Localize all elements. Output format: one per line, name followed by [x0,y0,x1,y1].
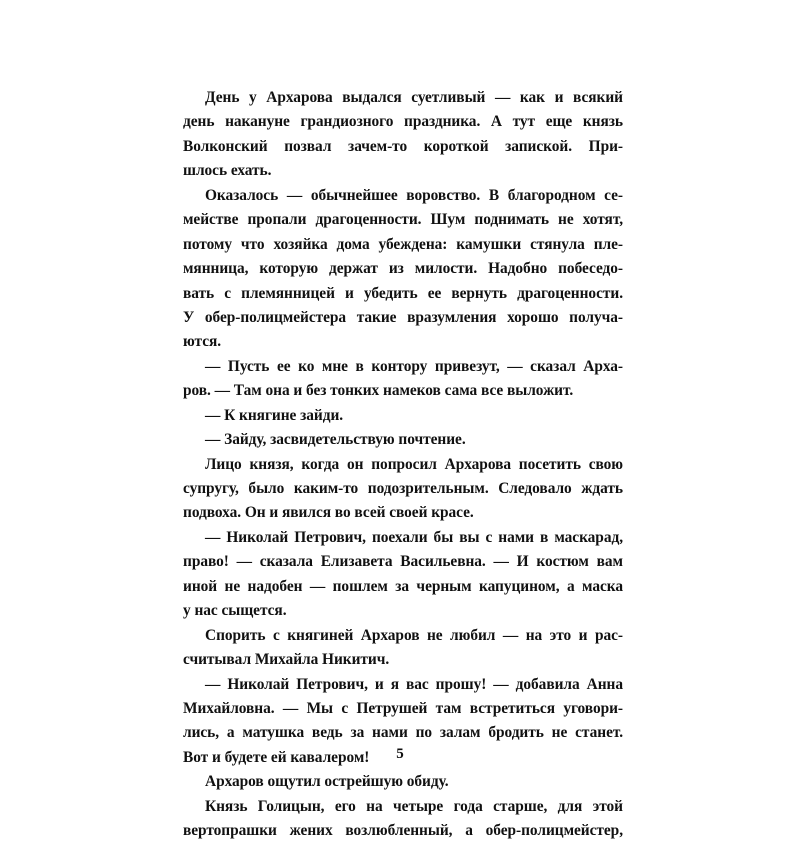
page-number: 5 [396,746,404,762]
text-line: право! — сказала Елизавета Васильевна. — И костюм вам [183,553,623,571]
text-line: Князь Голицын, его на четыре года старше, для этой [205,797,623,815]
text-line: супругу, было каким-то подозрительным. Следовало ждать [183,480,623,497]
body-text [183,86,623,844]
text-line: вать с племянницей и убедить ее вернуть драгоценности. [183,284,623,302]
text-line: Михайловна. — Мы с Петрушей там встретиться уговори- [183,699,623,717]
text-line: — Николай Петрович, и я вас прошу! — добавила Анна [205,675,623,693]
text-line: Волконский позвал зачем-то короткой запиской. При- [183,137,623,155]
text-line: У обер-полицмейстера такие вразумления хорошо получа- [183,308,623,326]
text-line: Вот и будете ей кавалером! [183,748,370,766]
text-line: иной не надобен — пошлем за черным капуцином, а маска [183,577,623,595]
text-line: потому что хозяйка дома убеждена: камушки стянула пле- [183,235,623,253]
text-line: — Зайду, засвидетельствую почтение. [205,431,466,449]
text-line: Архаров ощутил острейшую обиду. [205,773,449,791]
text-line: день накануне грандиозного праздника. А тут еще князь [183,113,623,131]
text-line: мействе пропали драгоценности. Шум поднимать не хотят, [183,211,623,229]
text-line: — К княгине зайди. [205,406,344,424]
text-line: День у Архарова выдался суетливый — как и всякий [205,89,623,106]
text-line: вертопрашки жених возлюбленный, а обер-полицмейстер, [183,822,623,840]
text-line: считывал Михайла Никитич. [183,651,390,669]
text-line: лись, а матушка ведь за нами по залам бродить не станет. [183,724,623,742]
text-line: — Николай Петрович, поехали бы вы с нами в маскарад, [205,528,623,546]
text-line: Оказалось — обычнейшее воровство. В благородном се- [205,186,623,204]
text-line: Спорить с княгиней Архаров не любил — на это и рас- [205,626,623,644]
text-line: у нас сыщется. [183,602,287,620]
text-line: ются. [183,333,222,351]
text-line: шлось ехать. [183,162,272,180]
text-line: — Пусть ее ко мне в контору привезут, — сказал Арха- [205,357,623,375]
text-line: ров. — Там она и без тонких намеков сама все выложит. [183,382,574,400]
text-line: Лицо князя, когда он попросил Архарова посетить свою [205,455,623,473]
text-line: подвоха. Он и явился во всей своей красе. [183,504,474,522]
text-line: мянница, которую держат из милости. Надобно побеседо- [183,260,623,278]
